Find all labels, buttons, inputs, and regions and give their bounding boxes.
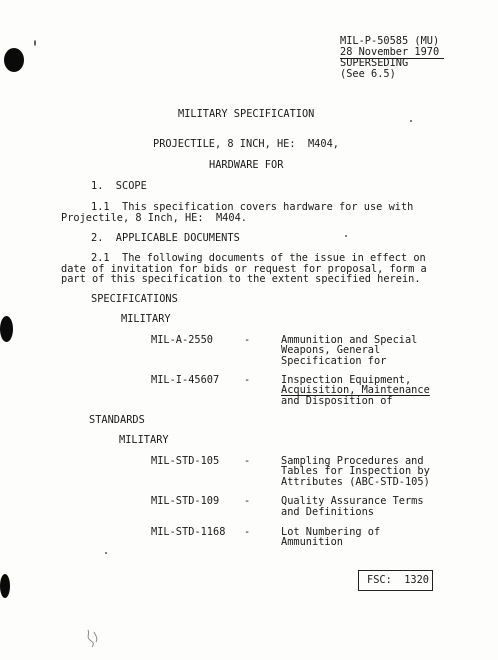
spec-title-line: Acquisition, Maintenance — [281, 384, 430, 396]
scan-speck — [345, 235, 347, 237]
spec-title-line: Weapons, General — [281, 344, 381, 356]
standards-heading: STANDARDS — [89, 414, 145, 426]
scope-paragraph-line: 1.1 This specification covers hardware for use with — [91, 201, 414, 213]
standard-title-line: Tables for Inspection by — [281, 465, 430, 477]
section-documents-heading: 2. APPLICABLE DOCUMENTS — [91, 232, 240, 244]
punch-hole-middle — [0, 316, 13, 342]
spec-title-line: Ammunition and Special — [281, 334, 418, 346]
fsc-label: FSC: 1320 — [367, 574, 429, 586]
standard-title-line: and Definitions — [281, 506, 374, 518]
scope-paragraph-line: Projectile, 8 Inch, HE: M404. — [61, 212, 247, 224]
spec-id: MIL-I-45607 — [151, 374, 220, 386]
specifications-military-heading: MILITARY — [121, 313, 171, 325]
documents-paragraph-line: date of invitation for bids or request for proposal, form a — [61, 263, 427, 275]
scan-speck — [34, 40, 36, 46]
scan-speck — [105, 552, 107, 554]
documents-paragraph-line: part of this specification to the extent specified herein. — [61, 273, 421, 285]
scan-mark — [84, 628, 102, 648]
doc-date: 28 November 1970 — [340, 46, 440, 58]
standard-title-line: Attributes (ABC-STD-105) — [281, 476, 430, 488]
standard-dash: - — [244, 495, 251, 507]
standard-dash: - — [244, 526, 251, 538]
spec-title-line: and Disposition of — [281, 395, 393, 407]
documents-paragraph-line: 2.1 The following documents of the issue in effect on — [91, 252, 426, 264]
standard-id: MIL-STD-109 — [151, 495, 220, 507]
standard-id: MIL-STD-105 — [151, 455, 220, 467]
standards-military-heading: MILITARY — [119, 434, 169, 446]
specifications-heading: SPECIFICATIONS — [91, 293, 178, 305]
standard-title-line: Ammunition — [281, 536, 343, 548]
standard-dash: - — [244, 455, 251, 467]
spec-title-line: Specification for — [281, 355, 387, 367]
hardware-subtitle: HARDWARE FOR — [209, 159, 284, 171]
spec-dash: - — [244, 334, 251, 346]
spec-id: MIL-A-2550 — [151, 334, 213, 346]
standard-title-line: Sampling Procedures and — [281, 455, 424, 467]
fsc-box — [358, 570, 433, 591]
punch-hole-top — [4, 48, 24, 72]
spec-dash: - — [244, 374, 251, 386]
doc-number: MIL-P-50585 (MU) — [340, 35, 440, 47]
scan-speck — [410, 120, 412, 122]
standard-title-line: Quality Assurance Terms — [281, 495, 424, 507]
see-reference: (See 6.5) — [340, 68, 396, 80]
standard-id: MIL-STD-1168 — [151, 526, 226, 538]
spec-title-line: Inspection Equipment, — [281, 374, 412, 386]
projectile-title: PROJECTILE, 8 INCH, HE: M404, — [153, 138, 339, 150]
page-title: MILITARY SPECIFICATION — [178, 108, 315, 120]
section-scope-heading: 1. SCOPE — [91, 180, 147, 192]
standard-title-line: Lot Numbering of — [281, 526, 381, 538]
superseding-label: SUPERSEDING — [340, 57, 409, 69]
punch-hole-bottom — [0, 574, 10, 598]
